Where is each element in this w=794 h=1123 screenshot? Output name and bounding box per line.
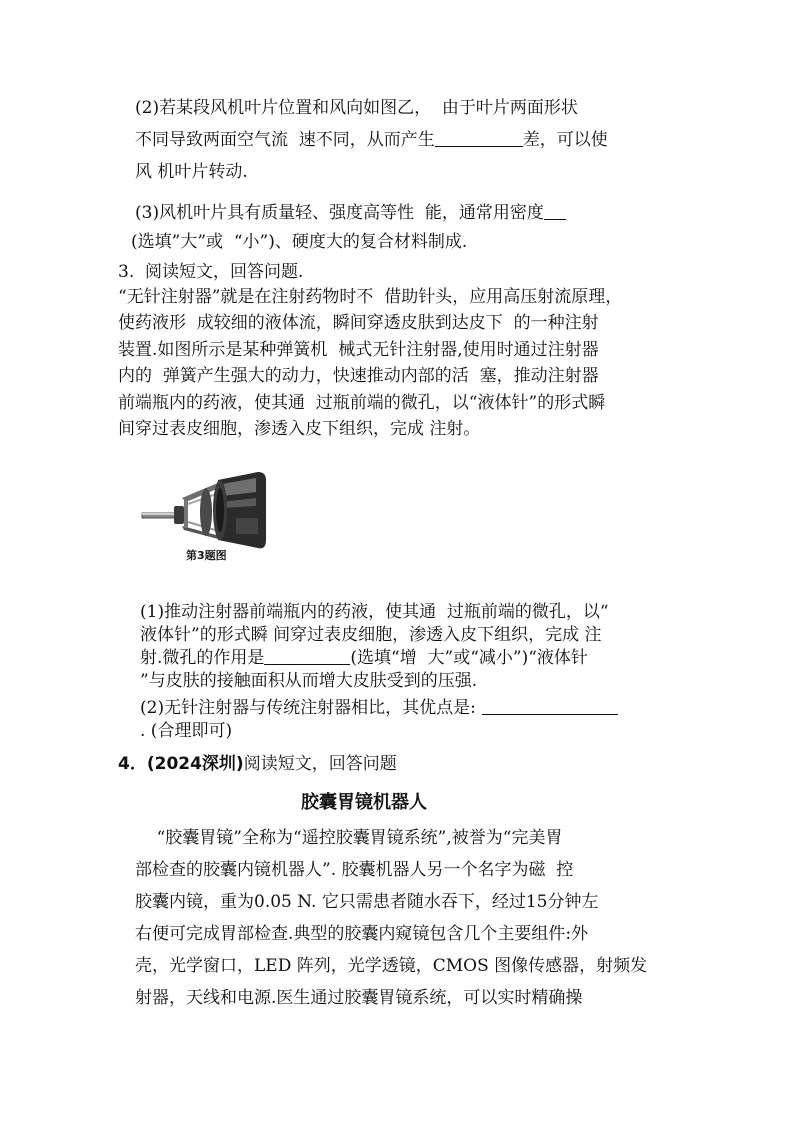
q2-part3-line1 xyxy=(135,203,566,223)
q4-passage-line: 部检查的胶囊内镜机器人”. 胶囊机器人另一个名字为磁 控 xyxy=(135,860,574,880)
q3-header: 3. 阅读短文，回答问题. xyxy=(118,262,304,282)
q3-passage-line: 内的 弹簧产生强大的动力，快速推动内部的活 塞，推动注射器 xyxy=(118,366,599,386)
q4-header xyxy=(118,754,397,774)
q3-sub1-line3 xyxy=(140,648,588,668)
q4-passage-line: 胶囊内镜，重为0.05 N. 它只需患者随水吞下，经过15分钟左 xyxy=(135,892,599,912)
q4-title: 胶囊胃镜机器人 xyxy=(301,792,427,813)
q2-part2-line2-text-b: 差，可以使 xyxy=(522,130,608,150)
q3-sub1-line4: ”与皮肤的接触面积从而增大皮肤受到的压强. xyxy=(140,671,478,691)
q3-sub1-line3-text-b: (选填“增 大”或“减小”)“液体针 xyxy=(350,648,588,668)
q3-sub2-line1-text: (2)无针注射器与传统注射器相比，其优点是: xyxy=(140,698,476,718)
q4-header-text: 阅读短文，回答问题 xyxy=(243,754,397,774)
q4-passage-line: “胶囊胃镜”全称为“遥控胶囊胃镜系统”,被誉为“完美胃 xyxy=(135,828,563,848)
q3-passage-line: 前端瓶内的药液，使其通 过瓶前端的微孔，以“液体针”的形式瞬 xyxy=(118,393,606,413)
q4-source: (2024深圳) xyxy=(146,754,244,774)
q3-sub2-line2: . (合理即可) xyxy=(140,721,233,741)
q2-part3-line2: (选填”大”或 “小”)、硬度大的复合材料制成. xyxy=(131,232,468,252)
answer-blank-micro-hole[interactable] xyxy=(264,648,350,665)
q4-number: 4． xyxy=(118,754,147,774)
q3-sub2-line1 xyxy=(140,698,618,718)
answer-blank-advantage[interactable] xyxy=(482,698,618,715)
q2-part2-line2-text-a: 不同导致两面空气流 速不同，从而产生 xyxy=(135,130,435,150)
q3-sub1-line1: (1)推动注射器前端瓶内的药液，使其通 过瓶前端的微孔，以“ xyxy=(140,602,609,622)
q2-part3-line1-text: (3)风机叶片具有质量轻、强度高等性 能，通常用密度 xyxy=(135,203,544,223)
answer-blank-pressure[interactable] xyxy=(435,130,523,147)
answer-blank-density[interactable] xyxy=(544,203,566,220)
q2-part2-line1: (2)若某段风机叶片位置和风向如图乙， 由于叶片两面形状 xyxy=(135,98,578,118)
q4-passage-line: 射器，天线和电源.医生通过胶囊胃镜系统，可以实时精确操 xyxy=(135,988,583,1008)
q3-sub1-line3-text-a: 射.微孔的作用是 xyxy=(140,648,265,668)
q2-part2-line3: 风 机叶片转动. xyxy=(135,162,248,182)
q2-part2-line2 xyxy=(135,130,608,150)
q4-passage-line: 右便可完成胃部检查.典型的胶囊内窥镜包含几个主要组件:外 xyxy=(135,924,589,944)
q4-passage-line: 壳，光学窗口，LED 阵列，光学透镜，CMOS 图像传感器，射频发 xyxy=(135,956,648,976)
q3-passage-line: “无针注射器”就是在注射药物时不 借助针头，应用高压射流原理， xyxy=(118,287,623,307)
q3-sub1-line2: 液体针”的形式瞬 间穿过表皮细胞，渗透入皮下组织，完成 注 xyxy=(140,625,602,645)
q3-passage-line: 间穿过表皮细胞，渗透入皮下组织，完成 注射。 xyxy=(118,419,481,439)
figure-caption: 第3题图 xyxy=(186,549,227,562)
q3-passage-line: 使药液形 成较细的液体流，瞬间穿透皮肤到达皮下 的一种注射 xyxy=(118,313,599,333)
q3-passage-line: 装置.如图所示是某种弹簧机 械式无针注射器,使用时通过注射器 xyxy=(118,340,599,360)
